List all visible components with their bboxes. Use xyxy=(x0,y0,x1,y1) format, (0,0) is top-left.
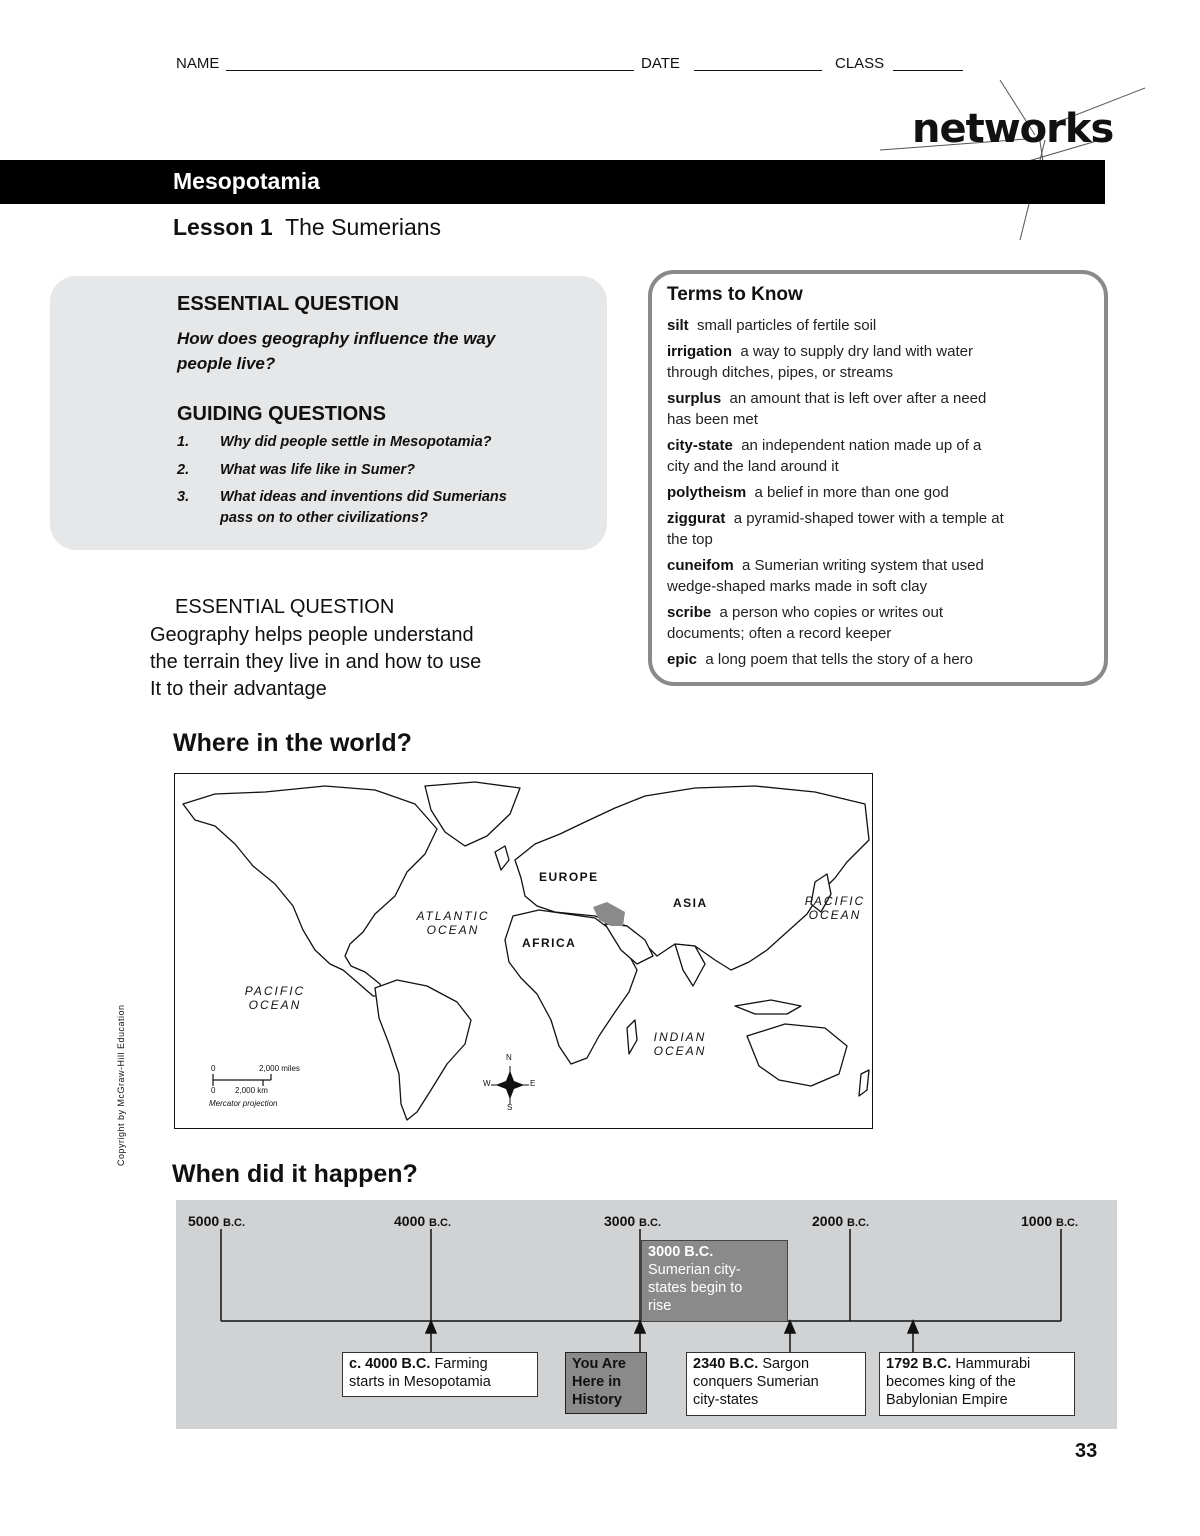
essential-question-text xyxy=(177,326,495,376)
terms-title: Terms to Know xyxy=(667,284,803,305)
term-word: silt xyxy=(667,317,689,334)
event-date: 2340 B.C. xyxy=(693,1356,759,1372)
term-definition-line: the top xyxy=(667,531,713,548)
scale-zero-km: 0 xyxy=(211,1086,216,1095)
term-definition: a way to supply dry land with water xyxy=(740,343,973,360)
chapter-title: Mesopotamia xyxy=(173,168,320,194)
lesson-name: The Sumerians xyxy=(285,214,442,240)
label-line: OCEAN xyxy=(808,908,862,922)
australia-shape xyxy=(747,1024,847,1086)
event-text-line: becomes king of the xyxy=(886,1374,1016,1390)
term-definition-line: has been met xyxy=(667,411,758,428)
world-map-drawing xyxy=(175,774,872,1128)
label-line: PACIFIC xyxy=(804,894,866,908)
lesson-number: Lesson 1 xyxy=(173,214,273,240)
essential-question-line: people live? xyxy=(177,354,276,373)
marker-text-line: You Are xyxy=(572,1356,626,1372)
event-text-line: states begin to xyxy=(648,1280,743,1296)
marker-text-line: Here in xyxy=(572,1374,622,1390)
event-sargon xyxy=(686,1352,866,1416)
event-text-line: starts in Mesopotamia xyxy=(349,1374,491,1390)
answer-line: It to their advantage xyxy=(150,678,327,700)
term-item xyxy=(667,315,1097,336)
tick-year: 3000 xyxy=(604,1213,636,1229)
class-field[interactable] xyxy=(893,70,963,71)
term-word: irrigation xyxy=(667,343,733,360)
event-text-line: Babylonian Empire xyxy=(886,1392,1008,1408)
term-definition: small particles of fertile soil xyxy=(697,317,877,334)
south-america-shape xyxy=(375,980,471,1120)
marker-text-line: History xyxy=(572,1392,622,1408)
term-definition: an amount that is left over after a need xyxy=(729,390,987,407)
term-definition: an independent nation made up of a xyxy=(741,437,982,454)
label-atlantic-ocean xyxy=(413,909,493,937)
new-zealand-shape xyxy=(859,1070,869,1096)
event-date: 3000 B.C. xyxy=(648,1244,714,1260)
guiding-question-line: What ideas and inventions did Sumerians xyxy=(220,489,507,505)
term-item xyxy=(667,435,1097,477)
lesson-title xyxy=(173,214,441,241)
compass-e: E xyxy=(530,1079,536,1088)
brand-wordmark: networks xyxy=(912,106,1114,152)
madagascar-shape xyxy=(627,1020,637,1054)
title-bar xyxy=(0,160,1105,204)
term-word: city-state xyxy=(667,437,733,454)
name-field[interactable] xyxy=(226,70,634,71)
answer-heading: ESSENTIAL QUESTION xyxy=(175,596,395,618)
tick-year: 2000 xyxy=(812,1213,844,1229)
compass-w: W xyxy=(483,1079,491,1088)
term-definition: a person who copies or writes out xyxy=(719,604,943,621)
term-item xyxy=(667,388,1097,430)
tick-year: 4000 xyxy=(394,1213,426,1229)
event-hammurabi xyxy=(879,1352,1075,1416)
term-word: ziggurat xyxy=(667,510,726,527)
answer-text[interactable] xyxy=(150,622,481,703)
term-item xyxy=(667,555,1097,597)
label-line: OCEAN xyxy=(426,923,480,937)
event-text-line: Farming xyxy=(434,1356,488,1372)
label-line: OCEAN xyxy=(653,1044,707,1058)
label-line: PACIFIC xyxy=(244,984,306,998)
event-sumerian-city-states xyxy=(641,1240,788,1322)
compass-rose-icon xyxy=(491,1066,529,1104)
term-definition-line: through ditches, pipes, or streams xyxy=(667,364,893,381)
date-label: DATE xyxy=(641,55,680,72)
indonesia-shape xyxy=(735,1000,801,1014)
term-item xyxy=(667,508,1097,550)
term-definition: a pyramid-shaped tower with a temple at xyxy=(733,510,1004,527)
tick-year: 5000 xyxy=(188,1213,220,1229)
answer-line: Geography helps people understand xyxy=(150,624,474,646)
event-text-line: conquers Sumerian xyxy=(693,1374,819,1390)
event-date: 1792 B.C. xyxy=(886,1356,952,1372)
guiding-question-number: 3. xyxy=(177,489,190,505)
term-word: cuneifom xyxy=(667,557,734,574)
you-are-here-marker xyxy=(565,1352,647,1414)
terms-list xyxy=(667,315,1097,670)
north-america-shape xyxy=(183,786,437,996)
tick-era: B.C. xyxy=(429,1217,452,1229)
event-text-line: Sumerian city- xyxy=(648,1262,741,1278)
term-word: epic xyxy=(667,651,698,668)
term-word: scribe xyxy=(667,604,712,621)
compass-n: N xyxy=(506,1053,512,1062)
term-item xyxy=(667,602,1097,644)
answer-line: the terrain they live in and how to use xyxy=(150,651,482,673)
guiding-question-text: Why did people settle in Mesopotamia? xyxy=(220,434,492,450)
essential-question-heading: ESSENTIAL QUESTION xyxy=(177,293,399,315)
term-definition: a long poem that tells the story of a hero xyxy=(705,651,974,668)
term-definition-line: city and the land around it xyxy=(667,458,839,475)
event-date: c. 4000 B.C. xyxy=(349,1356,431,1372)
label-asia: ASIA xyxy=(673,896,708,910)
event-text-line: city-states xyxy=(693,1392,759,1408)
scale-zero-miles: 0 xyxy=(211,1064,216,1073)
term-word: polytheism xyxy=(667,484,747,501)
label-line: ATLANTIC xyxy=(416,909,490,923)
term-definition-line: documents; often a record keeper xyxy=(667,625,892,642)
label-pacific-ocean-east xyxy=(799,894,871,922)
name-label: NAME xyxy=(176,55,220,72)
term-item xyxy=(667,482,1097,503)
guiding-question-number: 1. xyxy=(177,434,190,450)
label-line: INDIAN xyxy=(653,1030,707,1044)
guiding-question-line: pass on to other civilizations? xyxy=(220,510,428,526)
event-text-line: Sargon xyxy=(762,1356,810,1372)
guiding-question-text xyxy=(220,487,507,529)
event-text-line: Hammurabi xyxy=(955,1356,1031,1372)
copyright-notice: Copyright by McGraw-Hill Education xyxy=(116,1004,126,1166)
guiding-question-text: What was life like in Sumer? xyxy=(220,462,415,478)
uk-shape xyxy=(495,846,509,870)
term-word: surplus xyxy=(667,390,722,407)
tick-era: B.C. xyxy=(223,1217,246,1229)
guiding-questions-heading: GUIDING QUESTIONS xyxy=(177,403,386,425)
map-scale-bar xyxy=(213,1074,271,1086)
tick-year: 1000 xyxy=(1021,1213,1053,1229)
guiding-question-number: 2. xyxy=(177,462,190,478)
event-text-line: rise xyxy=(648,1298,672,1314)
page-number: 33 xyxy=(1075,1440,1098,1462)
label-europe: EUROPE xyxy=(539,870,599,884)
scale-km: 2,000 km xyxy=(235,1086,268,1095)
term-item xyxy=(667,341,1097,383)
map-projection: Mercator projection xyxy=(209,1099,278,1108)
tick-era: B.C. xyxy=(1056,1217,1079,1229)
class-label: CLASS xyxy=(835,55,885,72)
map-heading: Where in the world? xyxy=(173,729,412,757)
label-africa: AFRICA xyxy=(522,936,577,950)
date-field[interactable] xyxy=(694,70,822,71)
essential-question-line: How does geography influence the way xyxy=(177,329,496,348)
tick-era: B.C. xyxy=(847,1217,870,1229)
compass-s: S xyxy=(507,1103,513,1112)
term-definition: a Sumerian writing system that used xyxy=(742,557,984,574)
label-pacific-ocean-west xyxy=(239,984,311,1012)
term-definition: a belief in more than one god xyxy=(754,484,949,501)
scale-miles: 2,000 miles xyxy=(259,1064,300,1073)
event-farming xyxy=(342,1352,538,1397)
world-map xyxy=(174,773,873,1129)
greenland-shape xyxy=(425,782,520,846)
timeline-heading: When did it happen? xyxy=(172,1160,418,1188)
label-line: OCEAN xyxy=(248,998,302,1012)
term-item xyxy=(667,649,1097,670)
label-indian-ocean xyxy=(645,1030,715,1058)
tick-era: B.C. xyxy=(639,1217,662,1229)
term-definition-line: wedge-shaped marks made in soft clay xyxy=(667,578,928,595)
